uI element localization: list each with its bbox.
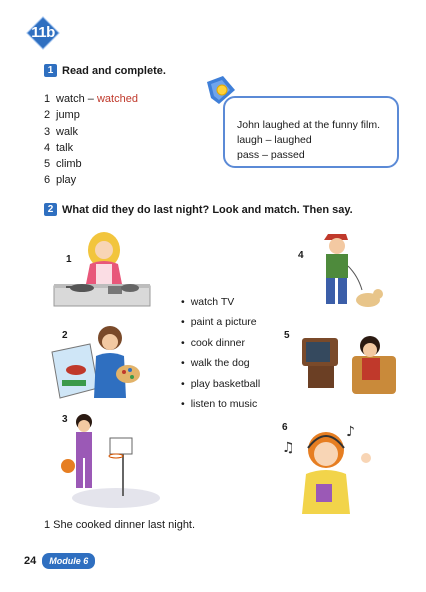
exercise-2-number: 2 <box>44 203 57 216</box>
svg-text:♫: ♫ <box>282 440 295 456</box>
exercise-2-heading <box>44 203 353 216</box>
picture-music: 6 ♫ ♪ <box>276 418 388 518</box>
module-badge: Module 6 <box>42 553 95 569</box>
picture-basketball: 3 <box>56 410 160 508</box>
example-answer: watched <box>96 93 138 105</box>
list-item: 4 talk <box>44 141 74 154</box>
list-item: • listen to music <box>181 394 260 414</box>
list-item: • watch TV <box>181 292 260 312</box>
list-item: • cook dinner <box>181 333 260 353</box>
exercise-2-title: What did they do last night? Look and match. Then say. <box>62 203 353 216</box>
list-item: • play basketball <box>181 374 260 394</box>
picture-painting: 2 <box>48 322 148 402</box>
svg-text:♪: ♪ <box>346 424 355 440</box>
exercise-1-heading <box>44 64 166 77</box>
spotlight-icon <box>203 74 239 110</box>
page-number: 24 <box>24 555 37 567</box>
list-item: 1 watch – watched <box>44 93 138 105</box>
unit-badge <box>24 14 62 52</box>
note-line-1: John laughed at the funny film. <box>237 119 381 131</box>
picture-watch-tv: 5 <box>282 326 400 398</box>
exercise-1-title: Read and complete. <box>62 64 166 77</box>
page-footer <box>24 553 95 569</box>
picture-cooking: 1 <box>52 228 152 312</box>
verb-list <box>44 91 138 189</box>
list-item: 5 climb <box>44 158 82 171</box>
note-line-2: laugh – laughed <box>237 134 312 146</box>
note-line-3: pass – passed <box>237 149 305 161</box>
list-item: 2 jump <box>44 109 80 122</box>
example-sentence: 1 She cooked dinner last night. <box>44 519 196 531</box>
grammar-note-box <box>223 96 399 168</box>
list-item: 6 play <box>44 174 77 187</box>
unit-label: 11b <box>31 24 55 41</box>
picture-walk-dog: 4 <box>292 226 388 318</box>
list-item: • walk the dog <box>181 353 260 373</box>
list-item: 3 walk <box>44 125 79 138</box>
exercise-1-number: 1 <box>44 64 57 77</box>
list-item: • paint a picture <box>181 312 260 332</box>
activity-list <box>181 292 260 414</box>
